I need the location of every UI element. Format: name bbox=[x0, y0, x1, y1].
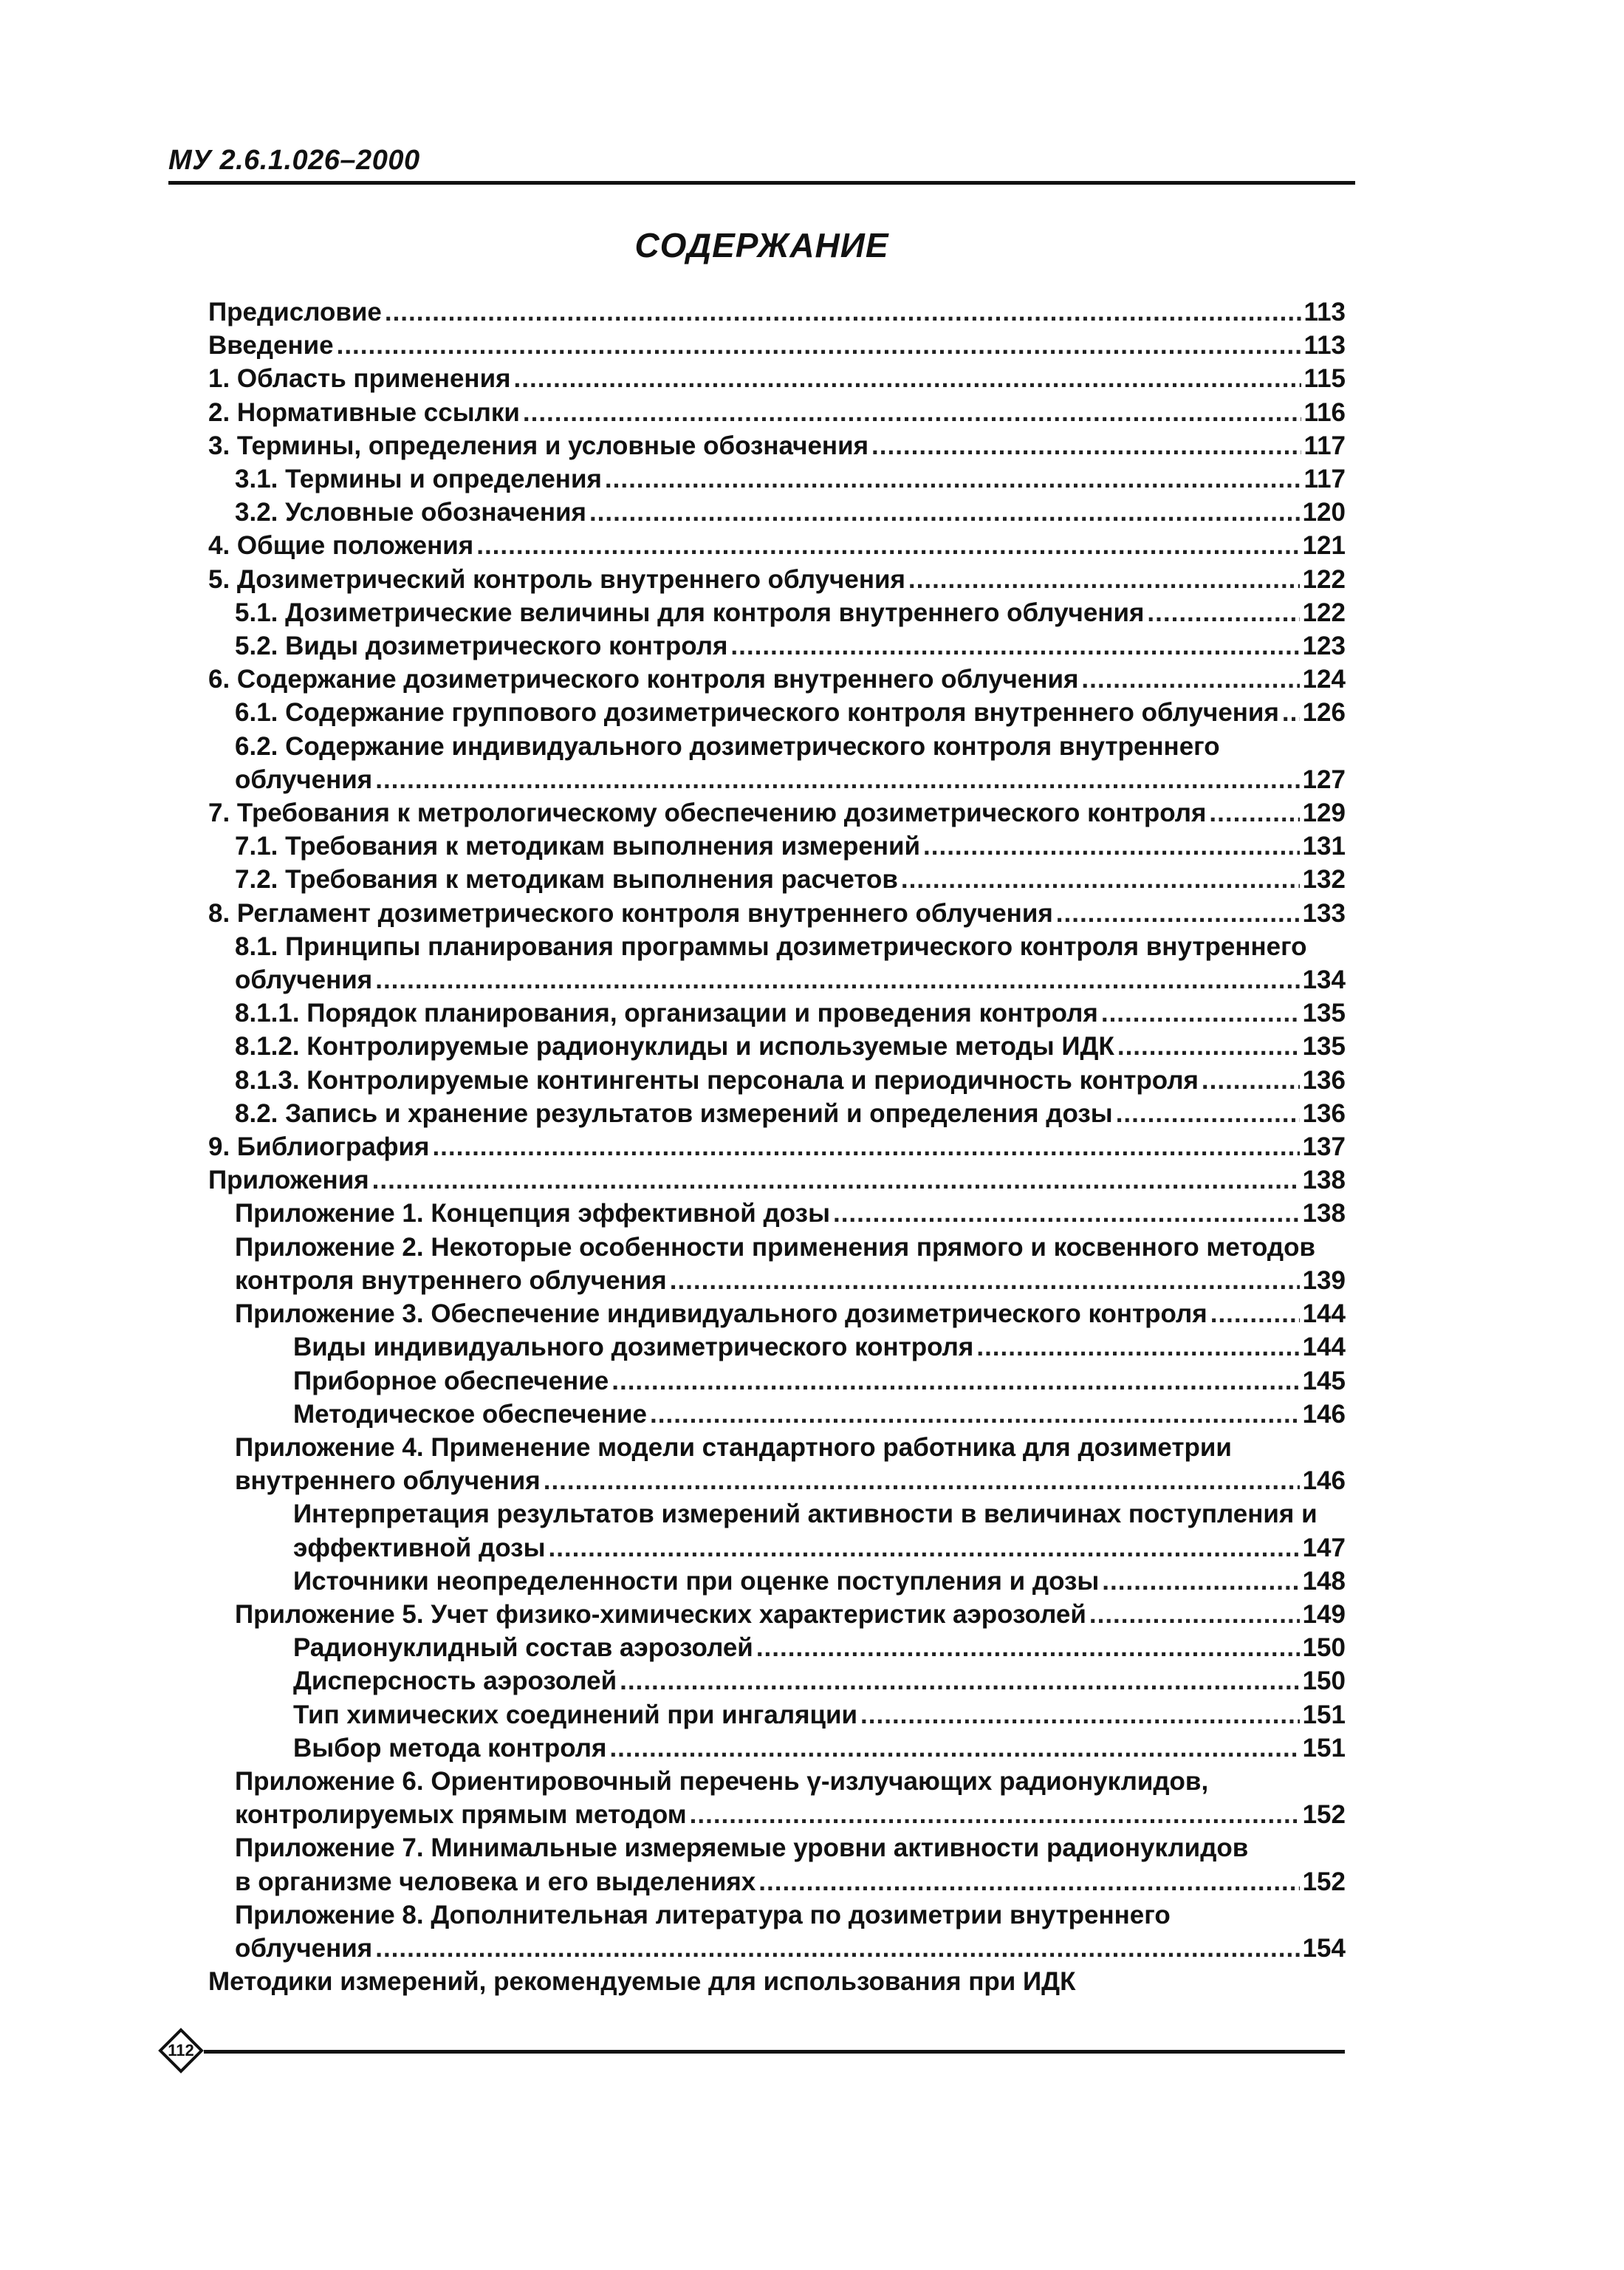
toc-entry-text: Приложение 7. Минимальные измеряемые уровни активности радионуклидов bbox=[235, 1833, 1249, 1863]
toc-entry-text: Дисперсность аэрозолей bbox=[293, 1666, 617, 1696]
header-divider bbox=[168, 181, 1355, 185]
toc-entry bbox=[208, 1398, 1346, 1431]
page-number: 112 bbox=[168, 2041, 194, 2059]
toc-entry-text: Методики измерений, рекомендуемые для использования при ИДК bbox=[208, 1967, 1076, 1997]
toc-page-number: 122 bbox=[1302, 564, 1346, 594]
toc-page-number: 122 bbox=[1302, 598, 1346, 627]
toc-leader-dots bbox=[372, 1163, 1300, 1197]
toc-leader-dots bbox=[544, 1464, 1300, 1497]
toc-entry-text: Тип химических соединений при ингаляции bbox=[293, 1700, 858, 1729]
toc-leader-dots bbox=[1147, 596, 1299, 629]
toc-leader-dots bbox=[1089, 1598, 1300, 1631]
toc-entry-text: Приложение 5. Учет физико-химических характеристик аэрозолей bbox=[235, 1599, 1086, 1629]
toc-entry-text: Приложение 1. Концепция эффективной дозы bbox=[235, 1199, 830, 1228]
toc-entry-text: Введение bbox=[208, 331, 334, 360]
toc-leader-dots bbox=[548, 1531, 1299, 1565]
toc-entry-text: Выбор метода контроля bbox=[293, 1733, 607, 1763]
toc-entry bbox=[208, 1064, 1346, 1097]
toc-entry bbox=[208, 362, 1346, 395]
toc-entry bbox=[208, 1431, 1346, 1497]
toc-leader-dots bbox=[670, 1264, 1300, 1297]
toc-leader-dots bbox=[1209, 796, 1299, 830]
toc-entry bbox=[208, 897, 1346, 930]
toc-leader-dots bbox=[908, 563, 1300, 596]
toc-page-number: 123 bbox=[1302, 632, 1346, 661]
toc-entry bbox=[208, 1197, 1346, 1230]
toc-leader-dots bbox=[730, 629, 1299, 663]
toc-leader-dots bbox=[1102, 1565, 1299, 1598]
toc-entry-text: 8.1. Принципы планирования программы дозиметрического контроля внутреннего bbox=[235, 931, 1307, 961]
toc-entry-text: 5.1. Дозиметрические величины для контроля внутреннего облучения bbox=[235, 598, 1145, 627]
toc-leader-dots bbox=[589, 496, 1300, 529]
toc-leader-dots bbox=[523, 396, 1301, 429]
toc-page-number: 116 bbox=[1303, 397, 1346, 427]
toc-leader-dots bbox=[923, 830, 1300, 863]
toc-entry-text: контроля внутреннего облучения bbox=[235, 1265, 667, 1295]
toc-entry-text: эффективной дозы bbox=[293, 1533, 546, 1562]
toc-page-number: 144 bbox=[1302, 1333, 1346, 1362]
toc-leader-dots bbox=[1202, 1064, 1300, 1097]
toc-page-number: 113 bbox=[1303, 331, 1346, 360]
toc-entry bbox=[208, 730, 1346, 796]
toc-entry-text: 5. Дозиметрический контроль внутреннего облучения bbox=[208, 564, 905, 594]
toc-page-number: 136 bbox=[1302, 1065, 1346, 1095]
toc-entry bbox=[208, 462, 1346, 496]
toc-leader-dots bbox=[1282, 696, 1300, 729]
toc-page-number: 146 bbox=[1302, 1399, 1346, 1429]
toc-page-number: 135 bbox=[1302, 1032, 1346, 1062]
toc-entry bbox=[208, 496, 1346, 529]
toc-page-number: 148 bbox=[1302, 1566, 1346, 1596]
toc-entry-text: 8.1.2. Контролируемые радионуклиды и используемые методы ИДК bbox=[235, 1032, 1114, 1062]
toc-entry-text: 7.2. Требования к методикам выполнения расчетов bbox=[235, 865, 898, 895]
toc-entry-text: облучения bbox=[235, 765, 373, 794]
toc-entry-text: 1. Область применения bbox=[208, 364, 511, 394]
toc-entry bbox=[208, 1965, 1346, 1998]
toc-leader-dots bbox=[605, 462, 1301, 496]
toc-entry-text: внутреннего облучения bbox=[235, 1466, 541, 1496]
toc-leader-dots bbox=[1117, 1030, 1300, 1063]
table-of-contents bbox=[208, 295, 1346, 1998]
toc-entry-text: Приложения bbox=[208, 1166, 369, 1195]
toc-entry-text: Источники неопределенности при оценке поступления и дозы bbox=[293, 1566, 1100, 1596]
toc-leader-dots bbox=[432, 1130, 1299, 1163]
toc-entry bbox=[208, 596, 1346, 629]
toc-entry bbox=[208, 1297, 1346, 1330]
toc-entry bbox=[208, 1130, 1346, 1163]
toc-entry-text: Приложение 8. Дополнительная литература по дозиметрии внутреннего bbox=[235, 1900, 1171, 1929]
toc-entry bbox=[208, 529, 1346, 562]
toc-entry bbox=[208, 1231, 1346, 1297]
toc-leader-dots bbox=[375, 1932, 1299, 1965]
toc-leader-dots bbox=[337, 329, 1301, 362]
toc-entry bbox=[208, 996, 1346, 1030]
toc-page-number: 144 bbox=[1302, 1299, 1346, 1329]
toc-entry-text: Интерпретация результатов измерений активности в величинах поступления и bbox=[293, 1500, 1318, 1529]
toc-page-number: 133 bbox=[1302, 898, 1346, 928]
toc-page-number: 138 bbox=[1302, 1199, 1346, 1228]
toc-page-number: 151 bbox=[1302, 1733, 1346, 1763]
toc-entry-text: в организме человека и его выделениях bbox=[235, 1867, 756, 1896]
toc-leader-dots bbox=[514, 362, 1301, 395]
toc-entry-text: 5.2. Виды дозиметрического контроля bbox=[235, 632, 728, 661]
toc-page-number: 115 bbox=[1303, 364, 1346, 394]
toc-entry-text: Приложение 2. Некоторые особенности применения прямого и косвенного методов bbox=[235, 1232, 1316, 1262]
toc-entry bbox=[208, 1497, 1346, 1564]
toc-page-number: 151 bbox=[1302, 1700, 1346, 1729]
toc-entry-text: 3.2. Условные обозначения bbox=[235, 498, 586, 527]
toc-leader-dots bbox=[620, 1664, 1299, 1698]
toc-leader-dots bbox=[976, 1330, 1299, 1364]
footer-divider bbox=[204, 2050, 1345, 2054]
toc-leader-dots bbox=[690, 1798, 1300, 1831]
toc-entry bbox=[208, 563, 1346, 596]
toc-entry-text: Предисловие bbox=[208, 298, 382, 327]
toc-entry-text: Приложение 4. Применение модели стандартного работника для дозиметрии bbox=[235, 1432, 1232, 1462]
toc-leader-dots bbox=[833, 1197, 1300, 1230]
toc-entry-text: 8. Регламент дозиметрического контроля внутреннего облучения bbox=[208, 898, 1053, 928]
toc-entry bbox=[208, 1631, 1346, 1664]
toc-entry-text: Приложение 6. Ориентировочный перечень γ-излучающих радионуклидов, bbox=[235, 1766, 1209, 1796]
toc-entry bbox=[208, 1565, 1346, 1598]
toc-entry bbox=[208, 1097, 1346, 1130]
toc-entry-text: 3.1. Термины и определения bbox=[235, 465, 602, 494]
toc-page-number: 117 bbox=[1303, 431, 1346, 460]
toc-page-number: 132 bbox=[1302, 865, 1346, 895]
toc-entry-text: Приборное обеспечение bbox=[293, 1366, 609, 1395]
toc-entry-text: Радионуклидный состав аэрозолей bbox=[293, 1633, 753, 1663]
toc-page-number: 147 bbox=[1302, 1533, 1346, 1562]
toc-entry-text: 6.1. Содержание группового дозиметрического контроля внутреннего облучения bbox=[235, 698, 1279, 728]
toc-page-number: 145 bbox=[1302, 1366, 1346, 1395]
toc-entry bbox=[208, 429, 1346, 462]
toc-page-number: 134 bbox=[1302, 965, 1346, 995]
toc-page-number: 113 bbox=[1303, 298, 1346, 327]
toc-page-number: 117 bbox=[1303, 465, 1346, 494]
toc-page-number: 129 bbox=[1302, 799, 1346, 828]
toc-leader-dots bbox=[756, 1631, 1300, 1664]
document-code: МУ 2.6.1.026–2000 bbox=[168, 145, 420, 176]
toc-leader-dots bbox=[609, 1731, 1299, 1765]
toc-leader-dots bbox=[901, 863, 1300, 896]
toc-page-number: 127 bbox=[1302, 765, 1346, 794]
toc-entry-text: 8.1.3. Контролируемые контингенты персонала и периодичность контроля bbox=[235, 1065, 1199, 1095]
toc-page-number: 150 bbox=[1302, 1633, 1346, 1663]
toc-page-number: 121 bbox=[1302, 531, 1346, 561]
page-title: СОДЕРЖАНИЕ bbox=[634, 226, 889, 264]
toc-entry bbox=[208, 1030, 1346, 1063]
toc-leader-dots bbox=[476, 529, 1299, 562]
toc-entry-text: 6. Содержание дозиметрического контроля внутреннего облучения bbox=[208, 665, 1079, 694]
toc-leader-dots bbox=[375, 763, 1299, 796]
toc-entry-text: 2. Нормативные ссылки bbox=[208, 397, 520, 427]
toc-leader-dots bbox=[758, 1865, 1299, 1898]
toc-page-number: 154 bbox=[1302, 1933, 1346, 1963]
toc-entry bbox=[208, 1664, 1346, 1698]
toc-entry bbox=[208, 1598, 1346, 1631]
toc-leader-dots bbox=[375, 963, 1299, 996]
toc-entry bbox=[208, 1163, 1346, 1197]
toc-leader-dots bbox=[1101, 996, 1300, 1030]
toc-entry bbox=[208, 830, 1346, 863]
toc-entry bbox=[208, 1765, 1346, 1831]
toc-page-number: 139 bbox=[1302, 1265, 1346, 1295]
toc-entry bbox=[208, 295, 1346, 329]
toc-page-number: 126 bbox=[1302, 698, 1346, 728]
toc-page-number: 124 bbox=[1302, 665, 1346, 694]
toc-leader-dots bbox=[1210, 1297, 1300, 1330]
toc-page-number: 152 bbox=[1302, 1867, 1346, 1896]
toc-entry bbox=[208, 329, 1346, 362]
toc-page-number: 120 bbox=[1302, 498, 1346, 527]
toc-page-number: 138 bbox=[1302, 1166, 1346, 1195]
toc-entry bbox=[208, 1330, 1346, 1364]
toc-entry-text: Методическое обеспечение bbox=[293, 1399, 648, 1429]
toc-entry-text: Виды индивидуального дозиметрического контроля bbox=[293, 1333, 974, 1362]
toc-page-number: 149 bbox=[1302, 1599, 1346, 1629]
toc-page-number: 136 bbox=[1302, 1098, 1346, 1128]
toc-entry bbox=[208, 629, 1346, 663]
toc-entry bbox=[208, 1831, 1346, 1898]
toc-page-number: 146 bbox=[1302, 1466, 1346, 1496]
toc-leader-dots bbox=[871, 429, 1301, 462]
toc-leader-dots bbox=[1056, 897, 1300, 930]
toc-page-number: 150 bbox=[1302, 1666, 1346, 1696]
toc-entry bbox=[208, 1731, 1346, 1765]
toc-entry bbox=[208, 696, 1346, 729]
toc-leader-dots bbox=[650, 1398, 1300, 1431]
toc-leader-dots bbox=[1116, 1097, 1300, 1130]
toc-entry bbox=[208, 1698, 1346, 1731]
toc-page-number: 135 bbox=[1302, 999, 1346, 1028]
toc-entry-text: 8.1.1. Порядок планирования, организации и проведения контроля bbox=[235, 999, 1098, 1028]
toc-entry-text: 9. Библиография bbox=[208, 1132, 430, 1162]
toc-entry bbox=[208, 396, 1346, 429]
toc-entry bbox=[208, 663, 1346, 696]
toc-page-number: 131 bbox=[1302, 832, 1346, 861]
toc-entry-text: 6.2. Содержание индивидуального дозиметрического контроля внутреннего bbox=[235, 731, 1220, 761]
toc-entry-text: Приложение 3. Обеспечение индивидуального дозиметрического контроля bbox=[235, 1299, 1207, 1329]
toc-entry-text: облучения bbox=[235, 1933, 373, 1963]
toc-page-number: 137 bbox=[1302, 1132, 1346, 1162]
toc-page-number: 152 bbox=[1302, 1800, 1346, 1830]
toc-entry bbox=[208, 1364, 1346, 1398]
toc-leader-dots bbox=[385, 295, 1301, 329]
toc-entry bbox=[208, 1898, 1346, 1965]
toc-entry-text: 7.1. Требования к методикам выполнения измерений bbox=[235, 832, 921, 861]
toc-entry-text: 4. Общие положения bbox=[208, 531, 474, 561]
toc-entry-text: 3. Термины, определения и условные обозначения bbox=[208, 431, 869, 460]
toc-entry-text: контролируемых прямым методом bbox=[235, 1800, 687, 1830]
toc-leader-dots bbox=[1081, 663, 1299, 696]
toc-entry-text: 8.2. Запись и хранение результатов измерений и определения дозы bbox=[235, 1098, 1113, 1128]
toc-leader-dots bbox=[860, 1698, 1300, 1731]
toc-leader-dots bbox=[611, 1364, 1299, 1398]
toc-entry bbox=[208, 930, 1346, 996]
toc-entry-text: 7. Требования к метрологическому обеспечению дозиметрического контроля bbox=[208, 799, 1207, 828]
toc-entry bbox=[208, 863, 1346, 896]
toc-entry bbox=[208, 796, 1346, 830]
toc-entry-text: облучения bbox=[235, 965, 373, 995]
